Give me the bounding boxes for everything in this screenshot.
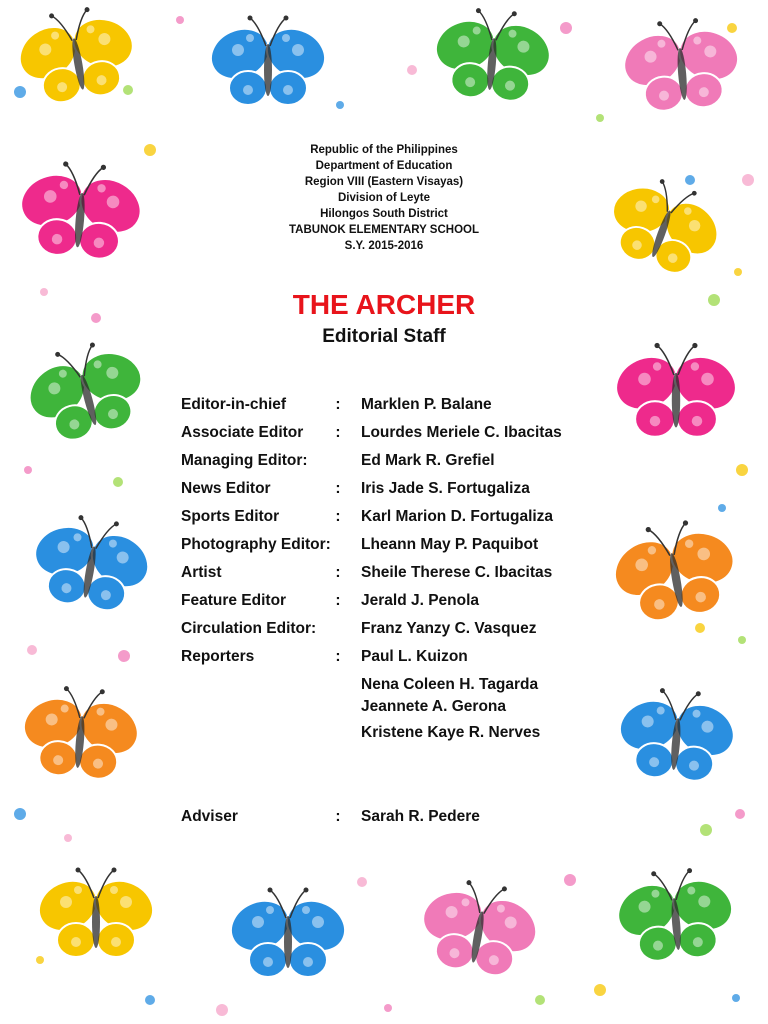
staff-row	[181, 721, 601, 749]
adviser-name: Sarah R. Pedere	[361, 808, 480, 825]
staff-row	[181, 673, 601, 721]
staff-colon	[315, 617, 361, 645]
staff-list	[181, 393, 601, 749]
adviser-role: Adviser	[181, 808, 238, 825]
staff-row	[181, 533, 601, 561]
staff-role: Photography Editor:	[181, 536, 331, 553]
staff-name: Paul L. Kuizon	[361, 648, 468, 665]
header-line: Republic of the Philippines	[310, 144, 458, 156]
staff-role: Artist	[181, 564, 222, 581]
staff-role: Circulation Editor:	[181, 620, 317, 637]
staff-row	[181, 449, 601, 477]
staff-role: Sports Editor	[181, 508, 280, 525]
adviser-row	[181, 805, 601, 833]
page-subtitle: Editorial Staff	[322, 326, 446, 347]
staff-colon: :	[335, 480, 341, 497]
staff-name: Karl Marion D. Fortugaliza	[361, 508, 554, 525]
staff-row	[181, 393, 601, 421]
header-line: TABUNOK ELEMENTARY SCHOOL	[289, 224, 479, 236]
header-line: Division of Leyte	[337, 192, 431, 204]
staff-name: Kristene Kaye R. Nerves	[361, 724, 541, 741]
staff-name: Sheile Therese C. Ibacitas	[361, 564, 553, 581]
staff-role: Managing Editor:	[181, 452, 308, 469]
adviser-section	[181, 805, 601, 833]
staff-role	[181, 721, 315, 749]
staff-row	[181, 561, 601, 589]
staff-name: Marklen P. Balane	[361, 396, 492, 413]
staff-row	[181, 589, 601, 617]
header-line: S.Y. 2015-2016	[344, 240, 424, 252]
staff-role: Editor-in-chief	[181, 396, 287, 413]
staff-name: Lheann May P. Paquibot	[361, 536, 539, 553]
adviser-colon: :	[335, 808, 341, 825]
staff-role	[181, 673, 315, 721]
staff-colon	[315, 533, 361, 561]
staff-colon: :	[335, 592, 341, 609]
header-line: Region VIII (Eastern Visayas)	[304, 176, 464, 188]
staff-colon: :	[335, 564, 341, 581]
staff-colon	[315, 449, 361, 477]
staff-role: News Editor	[181, 480, 271, 497]
staff-row	[181, 617, 601, 645]
staff-colon: :	[335, 424, 341, 441]
staff-row	[181, 505, 601, 533]
publication-title: THE ARCHER	[292, 289, 476, 320]
staff-colon	[315, 673, 361, 721]
staff-name: Franz Yanzy C. Vasquez	[361, 620, 537, 637]
staff-name: Jerald J. Penola	[361, 592, 480, 609]
staff-colon: :	[335, 648, 341, 665]
staff-row	[181, 645, 601, 673]
staff-role: Feature Editor	[181, 592, 287, 609]
staff-name: Jeannete A. Gerona	[361, 698, 507, 715]
staff-row	[181, 477, 601, 505]
staff-name: Iris Jade S. Fortugaliza	[361, 480, 530, 497]
staff-name: Lourdes Meriele C. Ibacitas	[361, 424, 562, 441]
staff-role: Associate Editor	[181, 424, 304, 441]
staff-colon	[315, 721, 361, 749]
staff-row	[181, 421, 601, 449]
school-header	[234, 142, 534, 254]
staff-name: Nena Coleen H. Tagarda	[361, 676, 539, 693]
staff-name: Ed Mark R. Grefiel	[361, 452, 495, 469]
staff-colon: :	[335, 396, 341, 413]
staff-role: Reporters	[181, 648, 255, 665]
staff-colon: :	[335, 508, 341, 525]
header-line: Department of Education	[315, 160, 453, 172]
header-line: Hilongos South District	[320, 208, 448, 220]
